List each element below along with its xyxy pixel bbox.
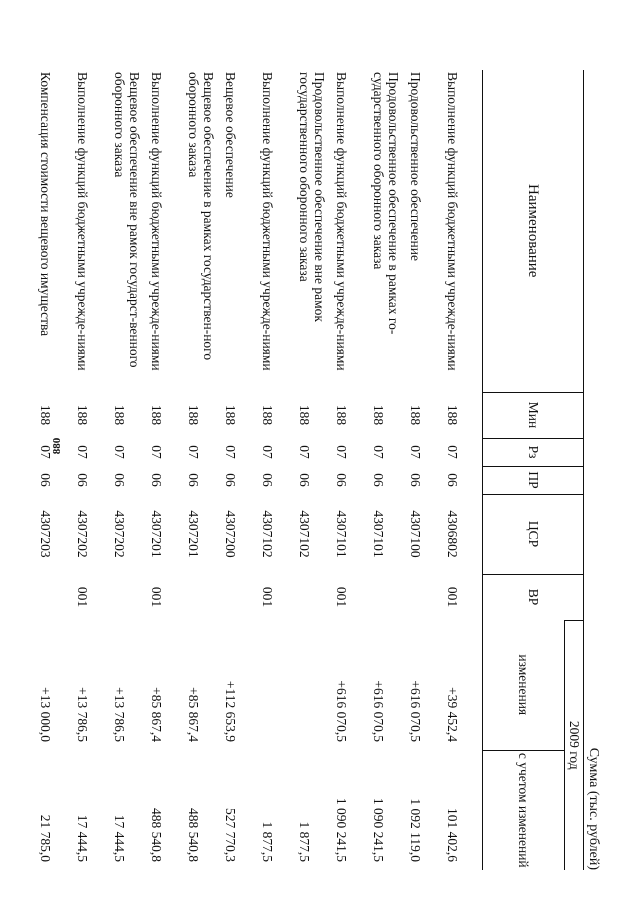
row-pr: 06 <box>223 473 239 487</box>
row-pr: 06 <box>297 473 313 487</box>
header-rz: Рз <box>483 438 584 466</box>
table-row <box>150 70 187 870</box>
row-pr: 06 <box>445 473 461 487</box>
budget-table <box>39 70 585 870</box>
row-vr <box>409 574 446 620</box>
table-row <box>409 70 446 870</box>
row-rz: 07 <box>186 445 202 459</box>
row-change: +112 653,9 <box>223 680 239 742</box>
row-change: +616 070,5 <box>371 680 387 742</box>
row-vr <box>113 574 150 620</box>
row-change: +13 000,0 <box>38 687 54 742</box>
row-csr: 4307101 <box>334 510 350 558</box>
row-name: Продовольственное обеспечение вне рамок государственного оборонного заказа <box>297 72 328 322</box>
row-min: 188 <box>149 404 165 426</box>
row-vr: 001 <box>334 586 350 608</box>
row-csr: 4307202 <box>75 510 91 558</box>
row-pr: 06 <box>186 473 202 487</box>
row-total: 17 444,5 <box>112 814 128 862</box>
header-csr: ЦСР <box>483 494 584 574</box>
row-name: Продовольственное обеспечение <box>408 72 424 261</box>
row-name: Выполнение функций бюджетными учрежде-ниями <box>260 72 276 371</box>
row-total: 21 785,0 <box>38 814 54 862</box>
row-total: 488 540,8 <box>149 808 165 862</box>
row-pr: 06 <box>371 473 387 487</box>
row-vr: 001 <box>75 586 91 608</box>
row-csr: 4307102 <box>260 510 276 558</box>
row-change: +13 786,5 <box>75 687 91 742</box>
row-csr: 4307101 <box>371 510 387 558</box>
row-vr <box>39 574 76 620</box>
table-row <box>187 70 224 870</box>
row-vr <box>298 574 335 620</box>
row-pr: 06 <box>38 473 54 487</box>
header-min: Мин <box>483 392 584 438</box>
header-with-changes: с учетом изменений <box>483 750 565 870</box>
row-pr: 06 <box>112 473 128 487</box>
row-min: 188 <box>371 404 387 426</box>
row-name: Выполнение функций бюджетными учрежде-ниями <box>75 72 91 371</box>
row-pr: 06 <box>334 473 350 487</box>
row-total: 1 090 241,5 <box>371 797 387 862</box>
row-change: +616 070,5 <box>334 680 350 742</box>
table-row <box>76 70 113 870</box>
row-total: 101 402,6 <box>445 808 461 862</box>
row-min: 188 <box>297 404 313 426</box>
units-label: Сумма (тыс. рублей) <box>586 747 601 870</box>
row-name: Вещевое обеспечение вне рамок государст-венного оборонного заказа <box>112 72 143 368</box>
row-rz: 07 <box>334 445 350 459</box>
table-body <box>39 70 483 870</box>
row-rz: 07 <box>223 445 239 459</box>
row-rz: 07 <box>149 445 165 459</box>
row-pr: 06 <box>75 473 91 487</box>
row-min: 188 <box>260 404 276 426</box>
row-csr: 4307102 <box>297 510 313 558</box>
row-pr: 06 <box>408 473 424 487</box>
row-csr: 4306802 <box>445 510 461 558</box>
row-min: 188 <box>186 404 202 426</box>
row-pr: 06 <box>260 473 276 487</box>
row-name: Вещевое обеспечение в рамках государствен-ного оборонного заказа <box>186 72 217 361</box>
rotated-table-region <box>38 70 601 870</box>
row-change: +85 867,4 <box>186 687 202 742</box>
header-pr: ПР <box>483 466 584 494</box>
row-rz: 07 <box>112 445 128 459</box>
row-csr: 4307100 <box>408 510 424 558</box>
row-total: 1 090 241,5 <box>334 797 350 862</box>
row-min: 188 <box>75 404 91 426</box>
row-total: 527 770,3 <box>223 808 239 862</box>
header-name: Наименование <box>483 70 584 392</box>
table-row <box>372 70 409 870</box>
table-row <box>446 70 483 870</box>
row-rz: 07 <box>75 445 91 459</box>
row-rz: 07 <box>408 445 424 459</box>
row-vr <box>224 574 261 620</box>
row-min: 188 <box>334 404 350 426</box>
row-change: +85 867,4 <box>149 687 165 742</box>
row-total: 1 877,5 <box>297 821 313 862</box>
row-vr <box>187 574 224 620</box>
table-row <box>39 70 76 870</box>
row-total: 488 540,8 <box>186 808 202 862</box>
table-row <box>298 70 335 870</box>
row-total: 1 877,5 <box>260 821 276 862</box>
row-vr: 001 <box>149 586 165 608</box>
header-year: 2009 год <box>565 620 584 870</box>
row-rz: 07 <box>297 445 313 459</box>
row-name: Выполнение функций бюджетными учрежде-ниями <box>149 72 165 371</box>
row-rz: 07 <box>260 445 276 459</box>
row-change <box>298 620 335 750</box>
header-changes: изменения <box>483 620 565 750</box>
row-change: +39 452,4 <box>445 687 461 742</box>
row-change: +13 786,5 <box>112 687 128 742</box>
row-rz: 07 <box>445 445 461 459</box>
row-csr: 4307202 <box>112 510 128 558</box>
row-csr: 4307203 <box>38 510 54 558</box>
header-vr: ВР <box>483 574 584 620</box>
row-vr <box>372 574 409 620</box>
row-vr: 001 <box>445 586 461 608</box>
row-name: Выполнение функций бюджетными учрежде-ниями <box>445 72 461 371</box>
row-rz: 07 <box>38 445 54 459</box>
row-min: 188 <box>408 404 424 426</box>
table-row <box>113 70 150 870</box>
row-change <box>261 620 298 750</box>
row-rz: 07 <box>371 445 387 459</box>
table-row <box>224 70 261 870</box>
row-min: 188 <box>38 404 54 426</box>
row-min: 188 <box>445 404 461 426</box>
page-number: 880 <box>51 437 63 455</box>
row-pr: 06 <box>149 473 165 487</box>
table-row <box>261 70 298 870</box>
row-total: 1 092 119,0 <box>408 798 424 862</box>
row-csr: 4307201 <box>186 510 202 558</box>
table-row <box>335 70 372 870</box>
row-vr: 001 <box>260 586 276 608</box>
row-total: 17 444,5 <box>75 814 91 862</box>
row-name: Выполнение функций бюджетными учрежде-ниями <box>334 72 350 371</box>
row-min: 188 <box>112 404 128 426</box>
row-name: Вещевое обеспечение <box>223 72 239 198</box>
row-name: Компенсация стоимости вещевого имущества <box>38 72 54 337</box>
row-csr: 4307200 <box>223 510 239 558</box>
row-name: Продовольственное обеспечение в рамках го-сударственного оборонного заказа <box>371 72 402 335</box>
row-csr: 4307201 <box>149 510 165 558</box>
row-min: 188 <box>223 404 239 426</box>
row-change: +616 070,5 <box>408 680 424 742</box>
